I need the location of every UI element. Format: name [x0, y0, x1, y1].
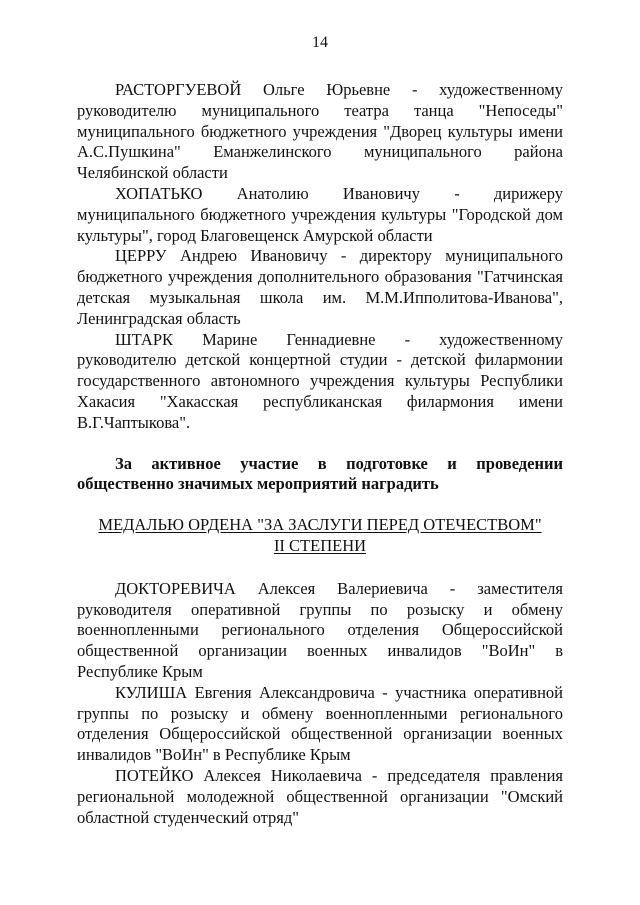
award-entry-shtark: ШТАРК Марине Геннадиевне - художественному руководителю детской концертной студии - детской филармонии государственного автономного учреждения культуры Республики Хакасия "Хакасская республиканская филармония имени В.Г.Чаптыкова". — [77, 329, 563, 432]
award-entry-rastorgueva: РАСТОРГУЕВОЙ Ольге Юрьевне - художественному руководителю муниципального театра танца "Непоседы" муниципального бюджетного учреждения "Дворец культуры имени А.С.Пушкина" Еманжелинского муниципального района Челябинской области — [77, 80, 563, 183]
award-entry-doktorevich: ДОКТОРЕВИЧА Алексея Валериевича - заместителя руководителя оперативной группы по розыску и обмену военнопленными регионального отделения Общероссийской общественной организации военных инвалидов "ВоИн" в Республике Крым — [77, 578, 563, 681]
award-title-line-2: II СТЕПЕНИ — [273, 535, 367, 555]
page-number: 14 — [312, 34, 328, 51]
spacer — [77, 434, 563, 454]
document-body — [77, 80, 563, 828]
spacer — [77, 495, 563, 515]
decree-statement: За активное участие в подготовке и проведении общественно значимых мероприятий наградить — [77, 453, 563, 494]
award-entry-kulish: КУЛИША Евгения Александровича - участника оперативной группы по розыску и обмену военнопленными регионального отделения Общероссийской общественной организации военных инвалидов "ВоИн" в Республике Крым — [77, 682, 563, 765]
award-entry-khopatko: ХОПАТЬКО Анатолию Ивановичу - дирижеру муниципального бюджетного учреждения культуры "Городской дом культуры", город Благовещенск Амурской области — [77, 183, 563, 245]
award-entry-poteyko: ПОТЕЙКО Алексея Николаевича - председателя правления региональной молодежной общественной организации "Омский областной студенческий отряд" — [77, 765, 563, 827]
spacer — [77, 557, 563, 579]
award-entry-tserru: ЦЕРРУ Андрею Ивановичу - директору муниципального бюджетного учреждения дополнительного образования "Гатчинская детская музыкальная школа им. М.М.Ипполитова-Иванова", Ленинградская область — [77, 246, 563, 328]
award-title-line-1: МЕДАЛЬЮ ОРДЕНА "ЗА ЗАСЛУГИ ПЕРЕД ОТЕЧЕСТВОМ" — [98, 515, 542, 535]
